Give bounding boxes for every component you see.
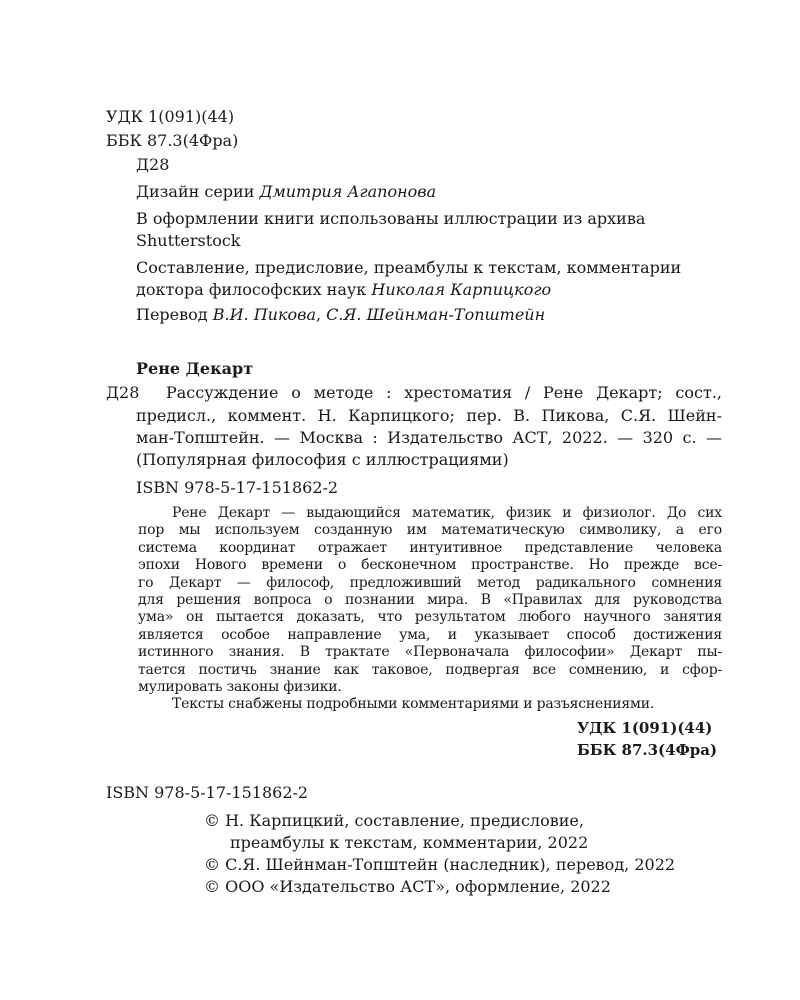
catalog-description-cont (136, 405, 722, 471)
compilation-credit (136, 257, 681, 301)
annotation-line: для решения вопроса о познании мира. В «Правилах для руководства (138, 592, 722, 609)
annotation-line: Рене Декарт — выдающийся математик, физик и физиолог. До сих (172, 505, 722, 521)
annotation-line: пор мы используем созданную им математическую символику, а его (138, 522, 722, 539)
catalog-line-3: ман-Топштейн. — Москва : Издательство АСТ, 2022. — 320 с. — (136, 428, 722, 447)
illustrations-line-1: В оформлении книги использованы иллюстрации из архива (136, 209, 646, 228)
copyright-3: © ООО «Издательство АСТ», оформление, 2022 (204, 877, 611, 896)
translation-credit (136, 304, 545, 326)
catalog-line-2: предисл., коммент. Н. Карпицкого; пер. В. Пикова, С.Я. Шейн- (136, 406, 722, 425)
annotation-closing: Тексты снабжены подробными комментариями и разъяснениями. (172, 696, 655, 713)
udk-code-bottom: УДК 1(091)(44) (577, 719, 713, 737)
translator-2: С.Я. Шейнман-Топштейн (326, 305, 546, 324)
catalog-line-1: Рассуждение о методе : хрестоматия / Рене Декарт; сост., (166, 383, 722, 402)
annotation-line: система координат отражает интуитивное представление человека (138, 539, 722, 556)
catalog-mark: Д28 (106, 383, 140, 402)
translation-separator: , (315, 305, 327, 324)
footer-isbn: ISBN 978-5-17-151862-2 (106, 783, 309, 802)
annotation-line: является особое направление ума, и указывает способ достижения (138, 626, 722, 643)
annotation-last-line: мулировать законы физики. (138, 679, 342, 696)
design-credit (136, 181, 436, 203)
copyright-1-line-1: © Н. Карпицкий, составление, предисловие, (204, 811, 584, 830)
illustrations-credit (136, 208, 645, 252)
classification-header (106, 106, 238, 176)
illustrations-line-2: Shutterstock (136, 231, 241, 250)
copyright-block (204, 810, 675, 898)
annotation-line: ума» он пытается доказать, что результатом любого научного занятия (138, 609, 722, 626)
translator-1: В.И. Пикова (212, 305, 316, 324)
compilation-line-2-prefix: доктора философских наук (136, 280, 372, 299)
annotation (138, 505, 722, 714)
index-codes-bottom (577, 717, 717, 761)
udk-code: УДК 1(091)(44) (106, 107, 235, 126)
designer-name: Дмитрия Агапонова (259, 182, 437, 201)
catalog-isbn: ISBN 978-5-17-151862-2 (136, 478, 339, 497)
compiler-name: Николая Карпицкого (371, 280, 552, 299)
catalog-author: Рене Декарт (136, 359, 254, 378)
bbk-code-bottom: ББК 87.3(4Фра) (577, 741, 718, 759)
bbk-code: ББК 87.3(4Фра) (106, 131, 239, 150)
annotation-line: эпохи Нового времени о бесконечном пространстве. Но прежде все- (138, 557, 722, 574)
annotation-line: го Декарт — философ, предложивший метод радикального сомнения (138, 574, 722, 591)
copyright-2: © С.Я. Шейнман-Топштейн (наследник), перевод, 2022 (204, 855, 676, 874)
annotation-line: тается постичь знание как таковое, подвергая все сомнению, и сфор- (138, 661, 722, 678)
catalog-description (166, 382, 722, 404)
compilation-line-1: Составление, предисловие, преамбулы к текстам, комментарии (136, 258, 682, 277)
catalog-line-4: (Популярная философия с иллюстрациями) (136, 450, 509, 469)
design-prefix: Дизайн серии (136, 182, 260, 201)
annotation-line: истинного знания. В трактате «Первоначала философии» Декарт пы- (138, 644, 722, 661)
translation-prefix: Перевод (136, 305, 213, 324)
author-mark: Д28 (136, 155, 170, 174)
copyright-1-line-2: преамбулы к текстам, комментарии, 2022 (230, 833, 589, 852)
